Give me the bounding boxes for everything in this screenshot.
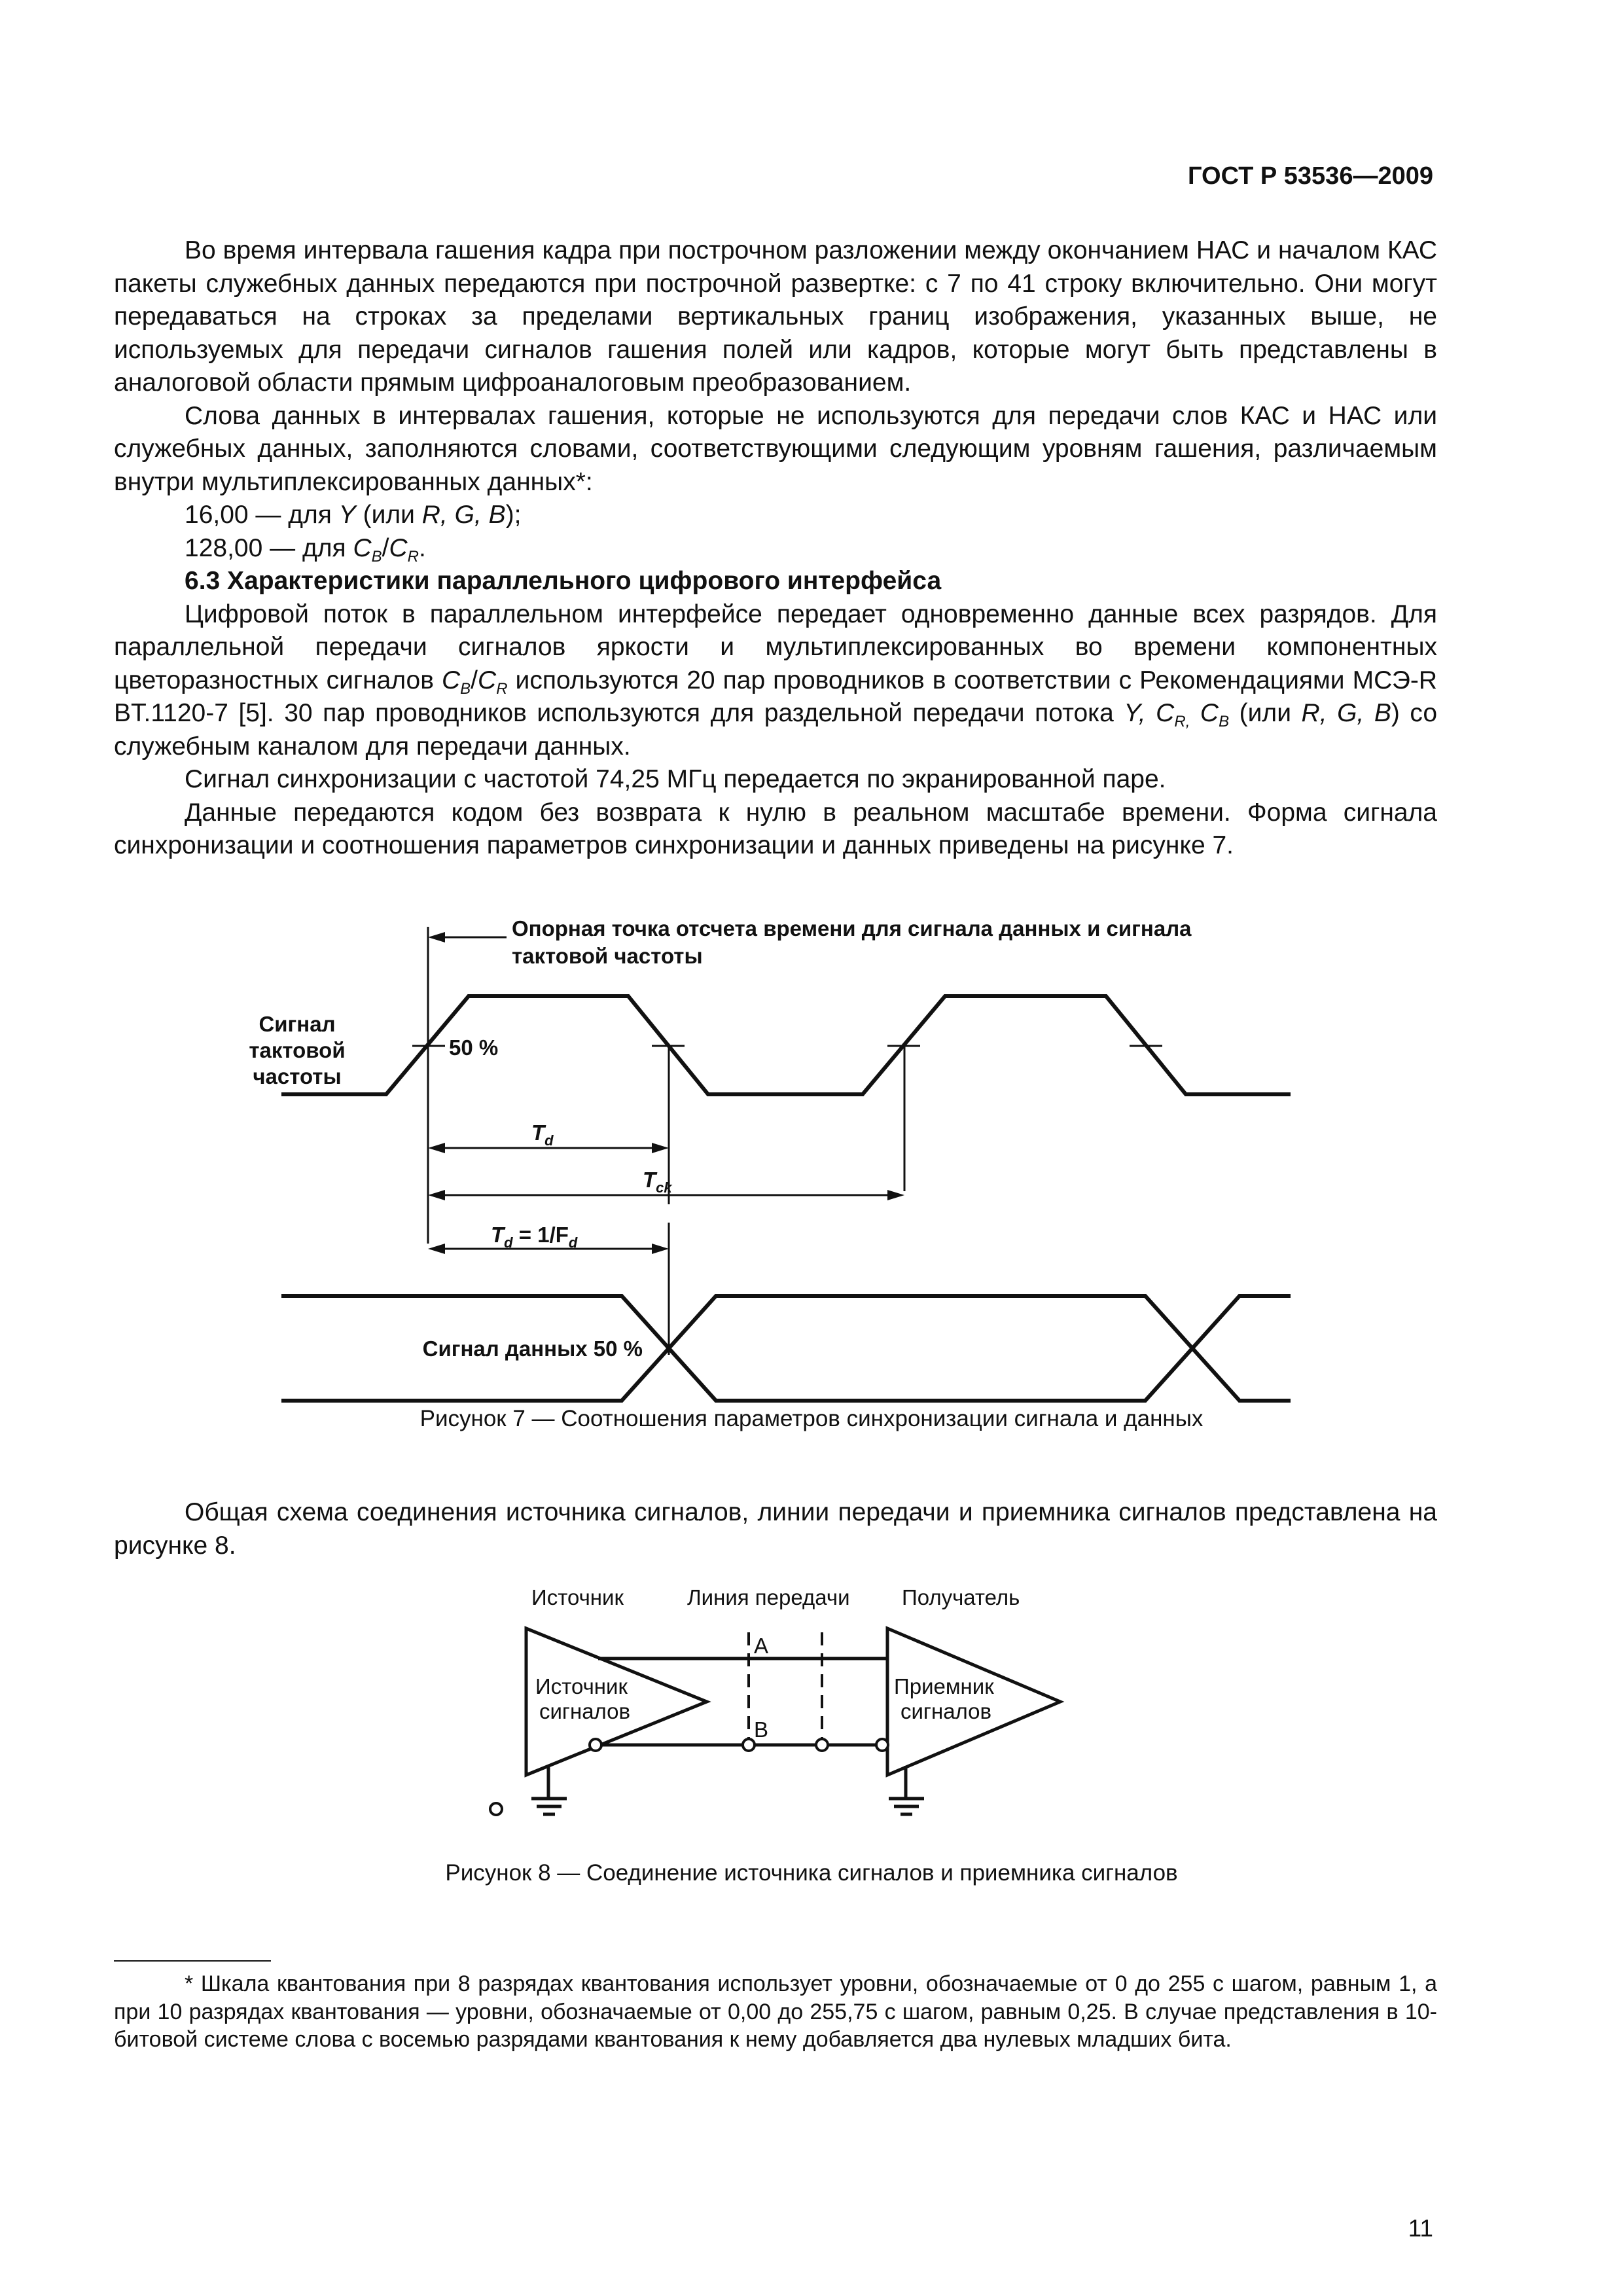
figure-7-caption: Рисунок 7 — Соотношения параметров синхронизации сигнала и данных: [419, 1406, 1204, 1431]
paragraph-4: Сигнал синхронизации с частотой 74,25 МГц передается по экранированной паре.: [185, 765, 1166, 793]
point-b-label: B: [754, 1717, 769, 1742]
line-heading: Линия передачи: [687, 1585, 850, 1609]
point-a-label: A: [754, 1634, 769, 1658]
figure-8-connection-diagram: [471, 1577, 1139, 1839]
source-box-label-2: сигналов: [539, 1699, 631, 1723]
clock-label-line-3: частоты: [253, 1064, 342, 1088]
source-box-label-1: Источник: [535, 1674, 628, 1698]
section-heading: 6.3 Характеристики параллельного цифрового интерфейса: [185, 567, 942, 595]
data-signal-label: Сигнал данных 50 %: [422, 1336, 643, 1361]
paragraph-2: Слова данных в интервалах гашения, которые не используются для передачи слов КАС и НАС или служебных данных, заполняются словами, соответствующими следующим уровням гашения, различаемым внутри мультиплексированных данных*:: [114, 401, 1437, 496]
reference-label-line-2: тактовой частоты: [512, 944, 703, 968]
page-number: 11: [1408, 2215, 1433, 2242]
reference-label-line-1: Опорная точка отсчета времени для сигнала данных и сигнала: [512, 916, 1192, 941]
clock-label-line-1: Сигнал: [259, 1012, 336, 1036]
tck-label: $T_{ck}$: [643, 1168, 672, 1196]
document-header: ГОСТ Р 53536—2009: [1188, 162, 1433, 190]
footnote-rule: [114, 1960, 271, 1962]
receiver-box-label-1: Приемник: [894, 1674, 994, 1698]
level-line-2: 128,00 — для $C_B/C_R$.: [185, 533, 426, 565]
paragraph-3: Цифровой поток в параллельном интерфейсе передает одновременно данные всех разрядов. Для параллельной передачи сигналов яркости и мультиплексированных во времени компонентных цветоразностных сигналов $C_B/C_R$ используются 20 пар проводников в соответствии с Рекомендациями МСЭ-R BT.1120-7 [5]. 30 пар проводников используются для раздельной передачи потока Y, $C_{R,}$ $C_B$ (или R, G, B) со служебным каналом для передачи данных.: [114, 600, 1438, 761]
paragraph-5: Данные передаются кодом без возврата к нулю в реальном масштабе времени. Форма сигнала синхронизации и соотношения параметров синхронизации и данных приведены на рисунке 7.: [114, 798, 1437, 859]
td-fd-label: $T_d = 1/F_d$: [491, 1223, 578, 1251]
body-text: [114, 234, 1437, 863]
figure-8-caption: Рисунок 8 — Соединение источника сигналов и приемника сигналов: [445, 1860, 1178, 1886]
source-heading: Источник: [531, 1585, 624, 1609]
paragraph-6: Общая схема соединения источника сигналов, линии передачи и приемника сигналов представлена на рисунке 8.: [114, 1498, 1437, 1560]
receiver-box-label-2: сигналов: [901, 1699, 992, 1723]
clock-label-line-2: тактовой: [249, 1038, 346, 1062]
footnote: * Шкала квантования при 8 разрядах квантования использует уровни, обозначаемые от 0 до 255 с шагом, равным 1, а при 10 разрядах квантования — уровни, обозначаемые от 0,00 до 255,75 с шагом, равным 0,25. В случае представления в 10-битовой системе слова с восемью разрядами квантования к нему добавляется два нулевых младших бита.: [114, 1971, 1437, 2052]
figure-7-timing-diagram: [249, 903, 1309, 1427]
level-line-1: 16,00 — для Y (или R, G, B);: [185, 501, 522, 529]
receiver-heading: Получатель: [902, 1585, 1020, 1609]
td-label: $T_d$: [531, 1121, 554, 1149]
paragraph-1: Во время интервала гашения кадра при построчном разложении между окончанием НАС и началом КАС пакеты служебных данных передаются при построчной развертке: с 7 по 41 строку включительно. Они могут передаваться на строках за пределами вертикальных границ изображения, указанных выше, не используемых для передачи сигналов гашения полей или кадров, которые могут быть представлены в аналоговой области прямым цифроаналоговым преобразованием.: [114, 236, 1437, 397]
fifty-percent-label: 50 %: [449, 1035, 499, 1060]
